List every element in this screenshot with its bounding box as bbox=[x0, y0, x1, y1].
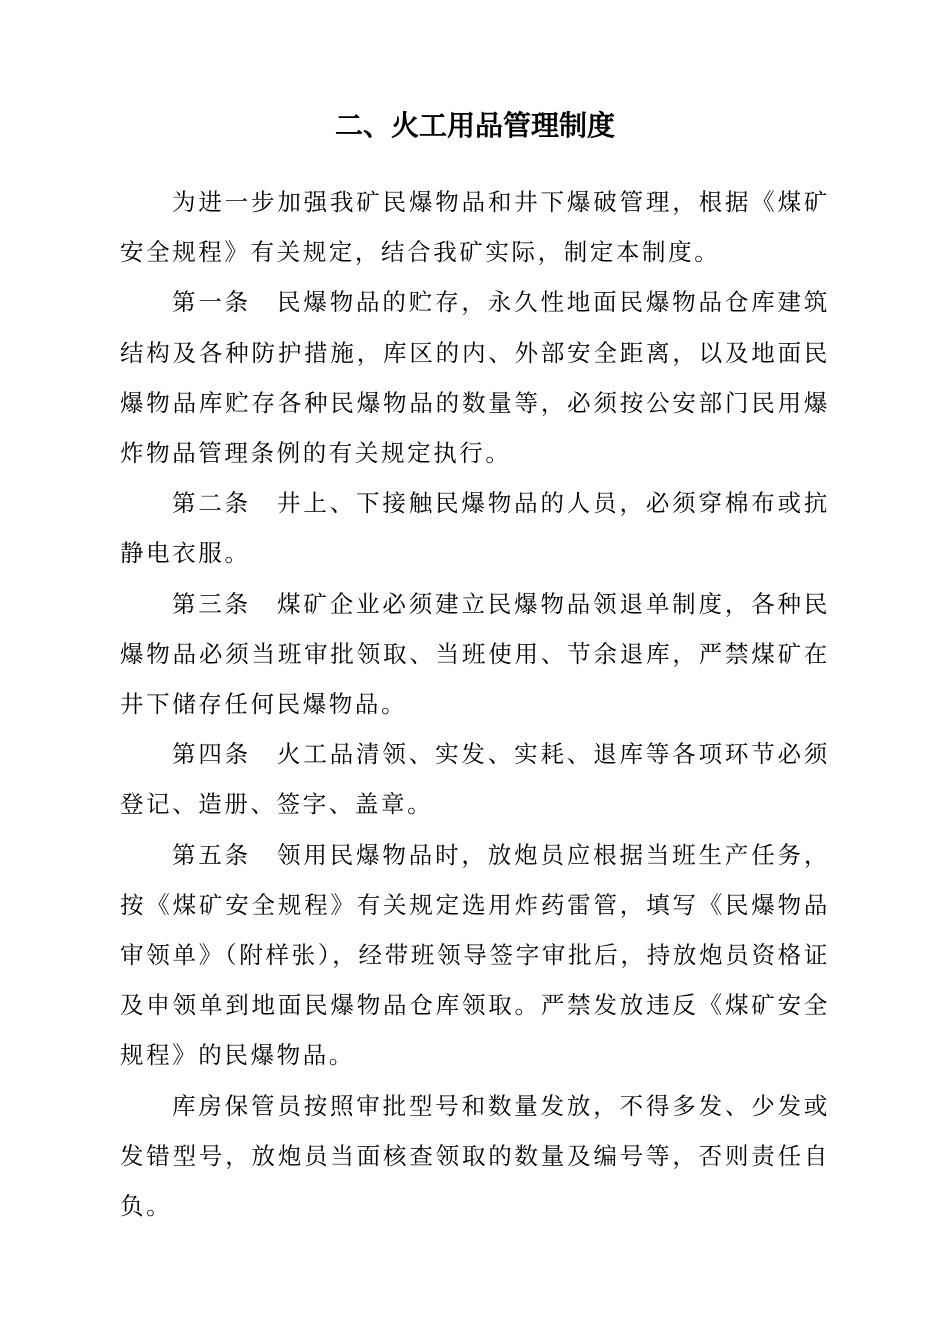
document-body bbox=[120, 177, 830, 1231]
article-label: 第四条 bbox=[172, 740, 252, 769]
article-1 bbox=[120, 277, 830, 478]
article-label: 第三条 bbox=[172, 589, 252, 618]
article-text: 民爆物品的贮存，永久性地面民爆物品仓库建筑结构及各种防护措施，库区的内、外部安全距离，以及地面民爆物品库贮存各种民爆物品的数量等，必须按公安部门民用爆炸物品管理条例的有关规定执行。 bbox=[120, 288, 830, 468]
article-5 bbox=[120, 830, 830, 1081]
article-label: 第二条 bbox=[172, 489, 252, 518]
article-label: 第一条 bbox=[172, 288, 252, 317]
article-text: 井上、下接触民爆物品的人员，必须穿棉布或抗静电衣服。 bbox=[120, 489, 830, 568]
article-3 bbox=[120, 579, 830, 730]
article-label: 第五条 bbox=[172, 840, 252, 869]
article-text: 煤矿企业必须建立民爆物品领退单制度，各种民爆物品必须当班审批领取、当班使用、节余退库，严禁煤矿在井下储存任何民爆物品。 bbox=[120, 589, 830, 719]
closing-paragraph: 库房保管员按照审批型号和数量发放，不得多发、少发或发错型号，放炮员当面核查领取的数量及编号等，否则责任自负。 bbox=[120, 1091, 830, 1221]
article-text: 领用民爆物品时，放炮员应根据当班生产任务，按《煤矿安全规程》有关规定选用炸药雷管，填写《民爆物品审领单》（附样张），经带班领导签字审批后，持放炮员资格证及申领单到地面民爆物品仓库领取。严禁发放违反《煤矿安全规程》的民爆物品。 bbox=[120, 840, 830, 1070]
document-title: 二、火工用品管理制度 bbox=[334, 109, 615, 142]
intro-paragraph: 为进一步加强我矿民爆物品和井下爆破管理，根据《煤矿安全规程》有关规定，结合我矿实际，制定本制度。 bbox=[120, 188, 830, 267]
article-2 bbox=[120, 478, 830, 578]
article-4 bbox=[120, 729, 830, 829]
article-text: 火工品清领、实发、实耗、退库等各项环节必须登记、造册、签字、盖章。 bbox=[120, 740, 830, 819]
